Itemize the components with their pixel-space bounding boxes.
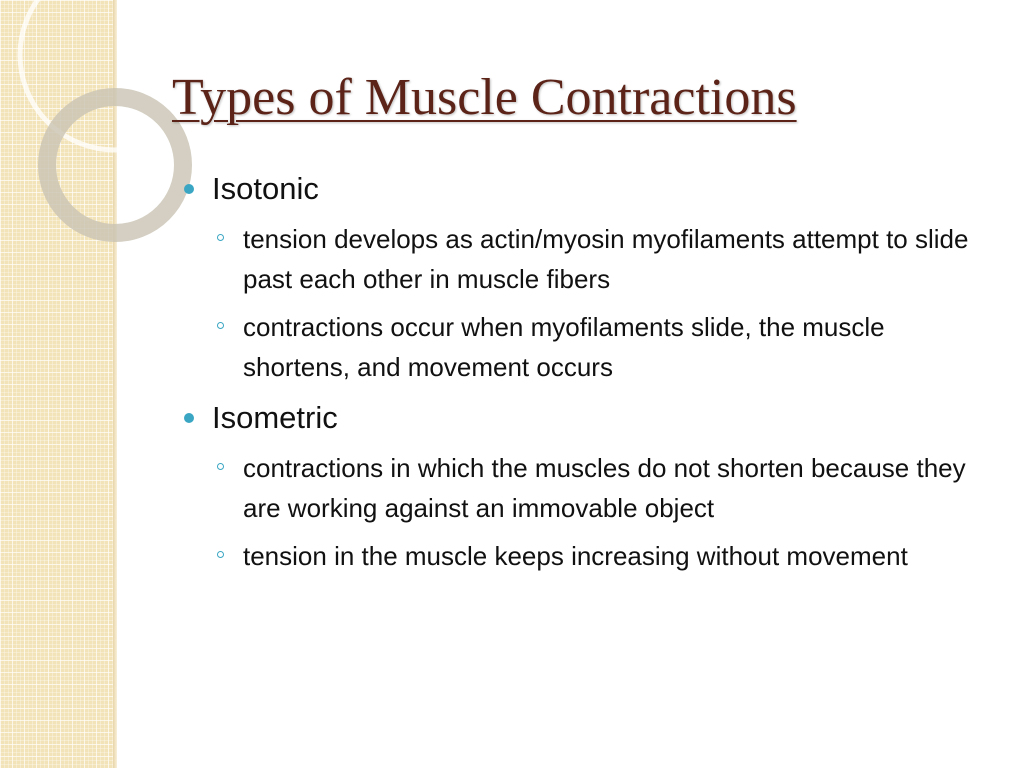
bullet-list xyxy=(180,170,980,588)
bullet-dot-icon xyxy=(184,184,194,194)
bullet-label: Isotonic xyxy=(212,171,319,206)
bullet-group-isotonic xyxy=(180,170,980,387)
bullet-ring-icon xyxy=(217,234,224,241)
bullet-item xyxy=(180,170,980,207)
ring-small xyxy=(47,97,183,233)
sub-bullet-text: tension develops as actin/myosin myofilaments attempt to slide past each other in muscle fibers xyxy=(243,224,969,295)
bullet-ring-icon xyxy=(217,322,224,329)
bullet-label: Isometric xyxy=(212,400,338,436)
bullet-dot-icon xyxy=(184,413,194,423)
bullet-ring-icon xyxy=(217,551,224,558)
bullet-ring-icon xyxy=(217,463,224,470)
slide-title: Types of Muscle Contractions xyxy=(172,69,797,126)
sub-bullet-text: contractions in which the muscles do not shorten because they are working against an immovable object xyxy=(243,453,966,524)
bullet-group-isometric xyxy=(180,399,980,576)
sub-bullet-item xyxy=(180,448,980,528)
sub-bullet-item xyxy=(180,307,980,387)
sub-bullet-item xyxy=(180,219,980,299)
sub-bullet-item xyxy=(180,536,980,576)
sub-bullet-text: tension in the muscle keeps increasing without movement xyxy=(243,541,908,572)
bullet-item xyxy=(180,399,980,436)
sub-bullet-text: contractions occur when myofilaments slide, the muscle shortens, and movement occurs xyxy=(243,312,885,383)
